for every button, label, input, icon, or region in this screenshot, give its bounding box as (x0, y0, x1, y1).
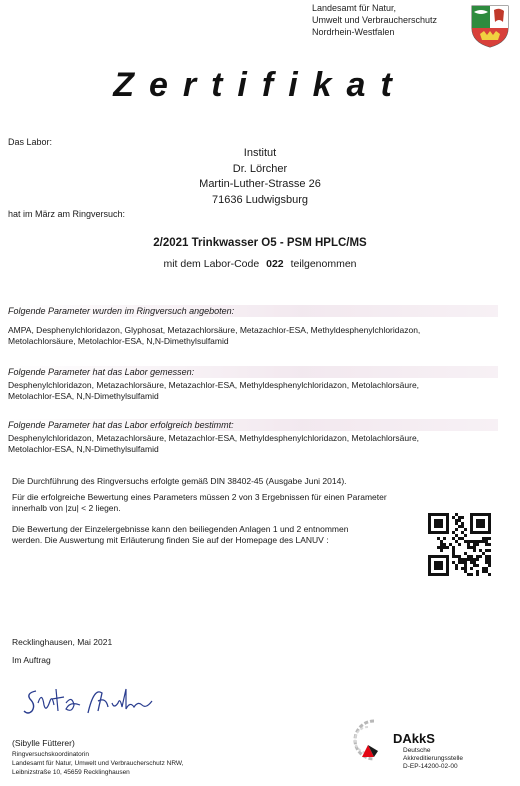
dakks-accreditation-icon (352, 717, 392, 763)
signer-address: Leibnizstraße 10, 45659 Recklinghausen (12, 769, 130, 776)
note-attachments (12, 524, 348, 546)
code-suffix: teilgenommen (290, 258, 357, 270)
handwritten-signature (22, 683, 162, 719)
note-din: Die Durchführung des Ringversuchs erfolgte gemäß DIN 38402-45 (Ausgabe Juni 2014). (12, 476, 347, 486)
parameter-line: AMPA, Desphenylchloridazon, Glyphosat, Metazachlorsäure, Metazachlor-ESA, Methyldesphenylchloridazon, (8, 325, 421, 335)
signer-role: Ringversuchskoordinatorin (12, 751, 89, 758)
im-auftrag: Im Auftrag (12, 655, 51, 665)
parameter-line: Metolachlorsäure, Metolachlor-ESA, N,N-Dimethylsulfamid (8, 336, 229, 346)
test-name: 2/2021 Trinkwasser O5 - PSM HPLC/MS (153, 237, 367, 249)
section-offered-heading: Folgende Parameter wurden im Ringversuch angeboten: (8, 305, 498, 317)
note-line: werden. Die Auswertung mit Erläuterung finden Sie auf der Homepage des LANUV : (12, 535, 329, 545)
agency-line: Nordrhein-Westfalen (312, 27, 395, 37)
agency-line: Landesamt für Natur, (312, 3, 397, 13)
signer-info (12, 750, 184, 777)
lab-address (0, 146, 520, 208)
signer-name: (Sibylle Fütterer) (12, 738, 75, 748)
dakks-logo-text: DAkkS (393, 731, 435, 746)
parameter-line: Metolachlor-ESA, N,N-Dimethylsulfamid (8, 391, 159, 401)
address-line: Institut (243, 147, 277, 159)
section-successful-heading: Folgende Parameter hat das Labor erfolgreich bestimmt: (8, 419, 498, 431)
signer-org: Landesamt für Natur, Umwelt und Verbraucherschutz NRW, (12, 760, 184, 767)
address-line: Martin-Luther-Strasse 26 (199, 178, 321, 190)
certificate-title: Zertifikat (113, 66, 407, 104)
place-date: Recklinghausen, Mai 2021 (12, 637, 113, 647)
qr-code-icon[interactable] (428, 513, 491, 576)
dakks-info (403, 747, 463, 771)
section-measured-heading: Folgende Parameter hat das Labor gemessen: (8, 366, 498, 378)
section-offered-body (8, 325, 518, 347)
address-line: Dr. Lörcher (232, 162, 288, 175)
dakks-id: D-EP-14200-02-00 (403, 763, 458, 770)
dakks-line: Akkreditierungsstelle (403, 755, 463, 762)
section-measured-body (8, 380, 518, 402)
section-successful-body (8, 433, 518, 455)
note-line: innerhalb von |zu| < 2 liegen. (12, 503, 121, 513)
dakks-line: Deutsche (403, 747, 431, 754)
agency-name (312, 2, 437, 38)
agency-line: Umwelt und Verbraucherschutz (312, 15, 438, 25)
note-evaluation (12, 492, 387, 514)
parameter-line: Desphenylchloridazon, Metazachlorsäure, Metazachlor-ESA, Methyldesphenylchloridazon, Metolachlorsäure, (8, 433, 420, 443)
lab-code: 022 (266, 258, 284, 270)
lab-code-line (0, 258, 520, 270)
note-line: Für die erfolgreiche Bewertung eines Parameters müssen 2 von 3 Ergebnissen für einen Parameter (12, 492, 387, 502)
lab-label: Das Labor: (8, 137, 53, 147)
parameter-line: Metolachlor-ESA, N,N-Dimethylsulfamid (8, 444, 159, 454)
participation-text: hat im März am Ringversuch: (8, 209, 126, 219)
nrw-coat-of-arms-icon (470, 4, 510, 48)
code-prefix: mit dem Labor-Code (163, 258, 260, 270)
address-line: 71636 Ludwigsburg (211, 193, 309, 206)
note-line: Die Bewertung der Einzelergebnisse kann den beiliegenden Anlagen 1 und 2 entnommen (12, 524, 349, 534)
parameter-line: Desphenylchloridazon, Metazachlorsäure, Metazachlor-ESA, Methyldesphenylchloridazon, Metolachlorsäure, (8, 380, 420, 390)
